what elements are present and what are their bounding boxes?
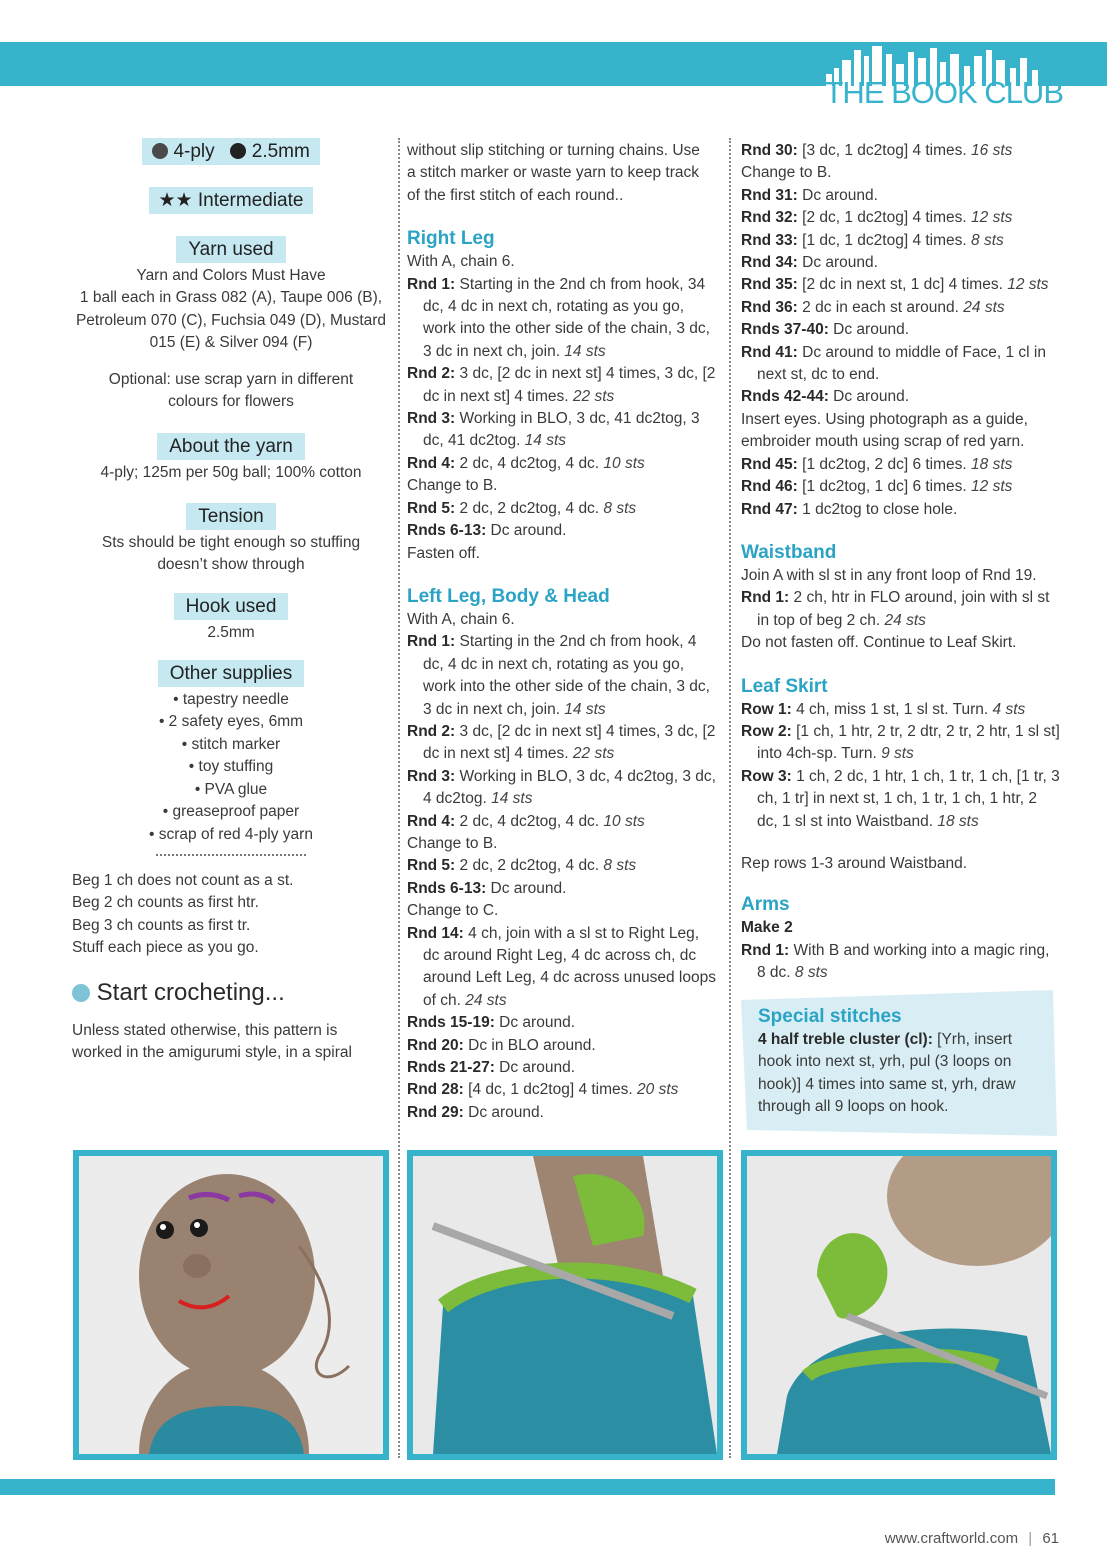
row-text: Insert eyes. Using photograph as a guide, embroider mouth using scrap of red yarn. — [741, 410, 1028, 451]
stitch-count: 18 sts — [966, 455, 1013, 473]
row-text: 3 dc, [2 dc in next st] 4 times, 3 dc, [2 dc in next st] 4 times. — [423, 365, 716, 405]
row-text: Dc around. — [828, 388, 910, 406]
pattern-column-3 — [741, 140, 1061, 985]
row-text: [4 dc, 1 dc2tog] 4 times. — [463, 1081, 633, 1099]
stitch-count: 16 sts — [966, 142, 1013, 159]
row-text: With A, chain 6. — [407, 253, 515, 271]
instruction-row — [741, 454, 1061, 476]
instruction-row — [407, 855, 719, 877]
row-label: Rnds 21-27: — [407, 1059, 495, 1077]
row-label: Rnds 6-13: — [407, 879, 487, 897]
instruction-row — [741, 409, 1061, 454]
instruction-row — [741, 499, 1061, 521]
instruction-row — [741, 386, 1061, 408]
intro-line: of the first stitch of each round.. — [407, 186, 624, 204]
supply-item: • scrap of red 4-ply yarn — [149, 825, 313, 843]
supply-item: • PVA glue — [194, 780, 268, 798]
row-text: [2 dc, 1 dc2tog] 4 times. — [797, 209, 967, 227]
hook-size: 2.5mm — [251, 141, 310, 162]
stitch-count: 22 sts — [568, 745, 615, 763]
row-label: Rnd 1: — [741, 941, 790, 959]
start-text — [72, 1020, 390, 1065]
arms-heading: Arms — [741, 894, 790, 916]
leaf-skirt-instructions — [741, 699, 1061, 833]
instruction-row — [741, 297, 1061, 319]
row-label: Rnd 20: — [407, 1036, 464, 1054]
stitch-count: 24 sts — [460, 991, 507, 1009]
row-text: 2 dc, 4 dc2tog, 4 dc. — [455, 812, 600, 830]
start-heading-text: Start crocheting... — [96, 978, 285, 1006]
instruction-row — [741, 342, 1061, 387]
stitch-count: 22 sts — [568, 387, 615, 405]
instruction-row — [407, 363, 719, 408]
stitch-count: 8 sts — [790, 964, 828, 982]
supplies-list — [72, 689, 390, 846]
row-text: Change to C. — [407, 902, 499, 920]
leaf-skirt-heading: Leaf Skirt — [741, 675, 828, 697]
row-label: Rnd 33: — [741, 231, 798, 249]
special-stitches-box — [741, 990, 1057, 1136]
row-label: Rnds 42-44: — [741, 388, 829, 406]
footer-separator: | — [1028, 1530, 1033, 1547]
yarn-used-text — [72, 265, 390, 413]
stitch-count: 14 sts — [560, 700, 606, 718]
start-heading — [72, 978, 390, 1008]
instruction-row — [741, 230, 1061, 252]
stitch-count: 18 sts — [933, 812, 979, 830]
yarn-weight: 4-ply — [173, 141, 215, 162]
row-label: Rnd 2: — [407, 365, 456, 383]
special-text — [758, 1029, 1043, 1119]
instruction-row — [407, 453, 719, 475]
row-text: Dc around. — [494, 1014, 576, 1032]
row-label: Rnd 4: — [407, 812, 456, 830]
row-text: 2 ch, htr in FLO around, join with sl st in top of beg 2 ch. — [757, 589, 1050, 629]
row-text: [1 dc2tog, 1 dc] 6 times. — [797, 478, 967, 496]
instruction-row — [407, 609, 719, 631]
level-badge — [149, 187, 314, 214]
row-label: Rnd 28: — [407, 1081, 464, 1099]
intro-text — [407, 140, 719, 207]
special-content — [758, 1005, 1043, 1119]
stitch-count: 8 sts — [599, 857, 637, 875]
instruction-row — [407, 274, 719, 364]
specs-badge — [142, 138, 320, 165]
row-label: Row 1: — [741, 700, 792, 718]
row-text: 1 dc2tog to close hole. — [797, 500, 958, 518]
stitch-count: 24 sts — [880, 611, 926, 629]
optional-line: Optional: use scrap yarn in different — [108, 370, 354, 388]
row-text: Fasten off. — [407, 544, 480, 562]
instruction-row — [407, 721, 719, 766]
stitch-count: 8 sts — [599, 499, 637, 517]
row-label: Rnd 4: — [407, 454, 456, 472]
instruction-row — [407, 1057, 719, 1079]
start-line: Unless stated otherwise, this pattern is — [72, 1021, 338, 1039]
row-label: Rnd 45: — [741, 455, 798, 473]
instruction-row — [407, 1079, 719, 1101]
instruction-row — [407, 543, 719, 565]
stitch-count: 14 sts — [520, 432, 567, 450]
stitch-count: 10 sts — [599, 454, 645, 472]
optional-line: colours for flowers — [168, 393, 294, 411]
hook-heading: Hook used — [174, 593, 289, 620]
tension-line: doesn’t show through — [157, 556, 305, 574]
supply-item: • greaseproof paper — [162, 803, 300, 821]
instruction-row — [741, 587, 1061, 632]
website-link[interactable]: www.craftworld.com — [884, 1530, 1019, 1547]
note-line: Beg 2 ch counts as first htr. — [72, 894, 259, 912]
row-label: Rnd 29: — [407, 1103, 464, 1121]
leaf-skirt-image — [747, 1156, 1051, 1454]
row-text: Working in BLO, 3 dc, 4 dc2tog, 3 dc, 4 dc2tog. — [423, 767, 716, 808]
bottom-banner — [0, 1479, 1055, 1495]
yarn-line: Yarn and Colors Must Have — [136, 267, 326, 284]
row-label: Rnd 3: — [407, 767, 456, 785]
right-leg-heading: Right Leg — [407, 228, 495, 250]
note-line: Stuff each piece as you go. — [72, 939, 259, 957]
row-label: Rnd 32: — [741, 209, 798, 227]
row-text: Starting in the 2nd ch from hook, 34 dc, 4 dc in next ch, rotating as you go, work into the other side of the chain, 3 dc, 3 dc in next ch, join. — [423, 275, 710, 360]
supply-item: • 2 safety eyes, 6mm — [158, 713, 304, 731]
instruction-row — [741, 252, 1061, 274]
skill-level: Intermediate — [197, 190, 304, 211]
row-text: [2 dc in next st, 1 dc] 4 times. — [797, 276, 1003, 294]
row-text: Dc around. — [797, 254, 878, 272]
row-label: Rnd 30: — [741, 142, 798, 159]
row-label: Rnd 47: — [741, 500, 798, 518]
row-text: 3 dc, [2 dc in next st] 4 times, 3 dc, [2 dc in next st] 4 times. — [423, 722, 716, 763]
supply-item: • tapestry needle — [173, 691, 289, 709]
instruction-row — [407, 900, 719, 922]
instruction-row — [407, 1012, 719, 1034]
section-title: THE BOOK CLUB — [824, 75, 1063, 110]
row-label: Rnds 37-40: — [741, 321, 829, 339]
instruction-row — [741, 319, 1061, 341]
about-yarn-heading: About the yarn — [157, 433, 305, 460]
supply-item: • toy stuffing — [188, 758, 274, 776]
start-line: worked in the amigurumi style, in a spiral — [72, 1043, 352, 1061]
instruction-row — [407, 833, 719, 855]
yarn-ball-icon — [72, 984, 90, 1002]
row-label: Rnd 31: — [741, 186, 798, 204]
row-label: Rnd 2: — [407, 722, 456, 740]
instruction-row — [407, 1035, 719, 1057]
tension-text — [72, 532, 390, 577]
row-text: Dc around. — [486, 879, 567, 897]
stitch-count: 8 sts — [966, 231, 1004, 249]
yarn-line: 1 ball each in Grass 082 (A), Taupe 006 (B), — [79, 289, 383, 307]
stitch-count: 20 sts — [632, 1081, 679, 1099]
row-text: Working in BLO, 3 dc, 41 dc2tog, 3 dc, 41 dc2tog. — [423, 410, 700, 450]
row-text: Dc in BLO around. — [463, 1036, 596, 1054]
make-count: Make 2 — [741, 919, 793, 937]
special-heading: Special stitches — [758, 1006, 902, 1027]
row-label: Row 2: — [741, 722, 792, 740]
yarn-line: Petroleum 070 (C), Fuchsia 049 (D), Mustard — [75, 311, 387, 329]
row-text: Dc around. — [828, 321, 910, 339]
row-text: Change to B. — [741, 164, 832, 182]
row-label: Rnd 34: — [741, 254, 798, 272]
instruction-row — [741, 140, 1061, 162]
row-text: Dc around. — [486, 522, 567, 540]
instruction-row — [407, 408, 719, 453]
right-leg-instructions — [407, 251, 719, 565]
yarn-used-heading: Yarn used — [176, 236, 285, 263]
instruction-row — [741, 940, 1061, 985]
waistband-image — [413, 1156, 717, 1454]
instruction-row — [407, 811, 719, 833]
repeat-note: Rep rows 1-3 around Waistband. — [741, 854, 968, 872]
instruction-row — [407, 923, 719, 1013]
row-label: Rnd 35: — [741, 276, 798, 294]
row-text: Dc around to middle of Face, 1 cl in next st, dc to end. — [757, 343, 1046, 384]
pattern-column-2 — [407, 140, 719, 1124]
page-number: 61 — [1042, 1530, 1059, 1547]
instruction-row — [407, 498, 719, 520]
instruction-row — [407, 766, 719, 811]
instruction-row — [741, 274, 1061, 296]
note-line: Beg 1 ch does not count as a st. — [72, 871, 294, 889]
column-divider — [398, 138, 400, 1458]
row-text: 4 ch, miss 1 st, 1 sl st. Turn. — [791, 700, 989, 718]
row-text: Dc around. — [797, 186, 878, 204]
yarn-ball-icon — [152, 143, 168, 159]
row-text: 2 dc, 2 dc2tog, 4 dc. — [455, 857, 600, 875]
star-icons: ★★ — [158, 190, 193, 211]
head-instructions — [741, 140, 1061, 521]
row-text: [3 dc, 1 dc2tog] 4 times. — [797, 142, 967, 159]
tension-line: Sts should be tight enough so stuffing — [101, 533, 361, 551]
row-text: Dc around. — [494, 1059, 576, 1077]
instruction-row — [741, 721, 1061, 766]
stitch-count: 10 sts — [599, 812, 645, 830]
stitch-count: 12 sts — [966, 478, 1013, 496]
stitch-count: 12 sts — [1002, 276, 1049, 294]
row-label: Rnds 6-13: — [407, 522, 487, 540]
row-text: [1 dc, 1 dc2tog] 4 times. — [797, 231, 967, 249]
instruction-row — [741, 476, 1061, 498]
row-text: 1 ch, 2 dc, 1 htr, 1 ch, 1 tr, 1 ch, [1 tr, 3 ch, 1 tr] in next st, 1 ch, 1 tr, 1 ch, 1 htr, 2 dc, 1 sl st into Waistband. — [757, 767, 1060, 830]
row-label: Rnd 41: — [741, 343, 798, 361]
special-term: 4 half treble cluster (cl): — [758, 1031, 933, 1048]
row-text: Do not fasten off. Continue to Leaf Skirt. — [741, 634, 1017, 652]
instruction-row — [407, 251, 719, 273]
row-label: Rnd 46: — [741, 478, 798, 496]
doll-head-image — [79, 1156, 383, 1454]
row-label: Rnd 1: — [741, 589, 790, 607]
instruction-row — [741, 565, 1061, 587]
column-divider — [729, 138, 731, 1458]
row-text: 2 dc, 4 dc2tog, 4 dc. — [455, 454, 600, 472]
row-label: Rnd 5: — [407, 857, 456, 875]
yarn-line: 015 (E) & Silver 094 (F) — [149, 334, 313, 352]
abbreviation-notes — [72, 870, 390, 960]
special-definition: [Yrh, insert hook into next st, yrh, pul (3 loops on hook)] 4 times into same st, yrh, draw through all 9 loops on hook. — [758, 1031, 1016, 1116]
row-text: 2 dc in each st around. — [797, 298, 959, 316]
row-text: With B and working into a magic ring, 8 dc. — [757, 941, 1050, 982]
instruction-row — [407, 1102, 719, 1124]
photo-doll-head — [73, 1150, 389, 1460]
divider — [156, 854, 306, 856]
page-footer — [885, 1528, 1059, 1550]
instruction-row — [741, 766, 1061, 833]
photo-waistband — [407, 1150, 723, 1460]
row-text: Change to B. — [407, 834, 498, 852]
stitch-count: 14 sts — [486, 790, 533, 808]
instruction-row — [407, 878, 719, 900]
row-label: Rnd 36: — [741, 298, 798, 316]
arms-instructions — [741, 940, 1061, 985]
row-label: Rnd 3: — [407, 410, 456, 428]
hook-icon — [230, 143, 246, 159]
materials-column — [72, 138, 390, 1064]
instruction-row — [741, 632, 1061, 654]
row-label: Rnd 14: — [407, 924, 464, 942]
row-label: Rnd 1: — [407, 275, 456, 293]
instruction-row — [741, 699, 1061, 721]
stitch-count: 4 sts — [988, 700, 1026, 718]
waistband-heading: Waistband — [741, 541, 837, 563]
row-text: With A, chain 6. — [407, 610, 515, 628]
row-text: Dc around. — [463, 1103, 544, 1121]
instruction-row — [741, 162, 1061, 184]
row-text: Join A with sl st in any front loop of Rnd 19. — [741, 566, 1037, 584]
left-leg-heading: Left Leg, Body & Head — [407, 585, 610, 607]
intro-line: without slip stitching or turning chains. Use — [407, 142, 700, 159]
row-label: Rnd 1: — [407, 633, 456, 651]
row-text: Change to B. — [407, 477, 498, 495]
waistband-instructions — [741, 565, 1061, 655]
tension-heading: Tension — [186, 503, 276, 530]
stitch-count: 14 sts — [560, 342, 606, 360]
stitch-count: 12 sts — [966, 209, 1013, 227]
note-line: Beg 3 ch counts as first tr. — [72, 916, 251, 934]
row-text: Starting in the 2nd ch from hook, 4 dc, 4 dc in next ch, rotating as you go, work into the other side of the chain, 3 dc, 3 dc in next ch, join. — [423, 633, 710, 718]
instruction-row — [407, 631, 719, 721]
row-text: 2 dc, 2 dc2tog, 4 dc. — [455, 499, 600, 517]
row-label: Row 3: — [741, 767, 792, 785]
stitch-count: 24 sts — [958, 298, 1005, 316]
row-label: Rnd 5: — [407, 499, 456, 517]
about-yarn-text: 4-ply; 125m per 50g ball; 100% cotton — [100, 464, 362, 482]
supplies-heading: Other supplies — [158, 660, 305, 687]
row-text: [1 ch, 1 htr, 2 tr, 2 dtr, 2 tr, 2 htr, 1 sl st] into 4ch-sp. Turn. — [757, 722, 1060, 763]
supply-item: • stitch marker — [181, 735, 281, 753]
instruction-row — [407, 520, 719, 542]
stitch-count: 9 sts — [876, 745, 914, 763]
instruction-row — [741, 185, 1061, 207]
intro-line: a stitch marker or waste yarn to keep track — [407, 164, 700, 182]
instruction-row — [407, 475, 719, 497]
hook-text: 2.5mm — [207, 623, 255, 641]
photo-leaf-skirt — [741, 1150, 1057, 1460]
row-text: [1 dc2tog, 2 dc] 6 times. — [797, 455, 967, 473]
row-text: 4 ch, join with a sl st to Right Leg, dc around Right Leg, 4 dc across ch, dc around Left Leg, 4 dc across unused loops of ch. — [423, 924, 716, 1009]
instruction-row — [741, 207, 1061, 229]
row-label: Rnds 15-19: — [407, 1014, 495, 1032]
left-leg-instructions — [407, 609, 719, 1124]
